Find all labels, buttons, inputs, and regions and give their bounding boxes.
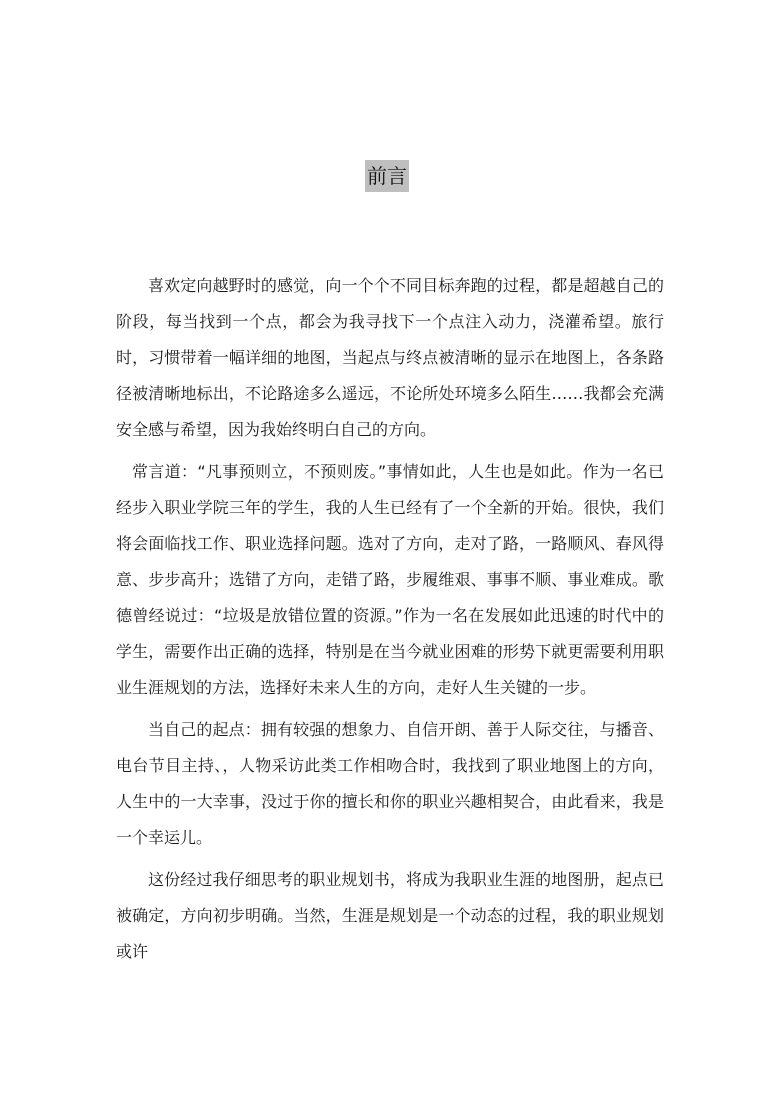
paragraph: 喜欢定向越野时的感觉，向一个个不同目标奔跑的过程，都是超越自己的阶段，每当找到一个点，都会为我寻找下一个点注入动力，浇灌希望。旅行时，习惯带着一幅详细的地图，当起点与终点被清晰的显示在地图上，各条路径被清晰地标出，不论路途多么遥远，不论所处环境多么陌生……我都会充满安全感与希望，因为我始终明白自己的方向。 bbox=[116, 276, 664, 439]
page-title: 前言 bbox=[365, 160, 409, 192]
paragraph: 这份经过我仔细思考的职业规划书，将成为我职业生涯的地图册，起点已被确定，方向初步明确。当然，生涯是规划是一个动态的过程，我的职业规划或许 bbox=[116, 870, 664, 961]
paragraph: 常言道：“凡事预则立，不预则废。”事情如此，人生也是如此。作为一名已经步入职业学院三年的学生，我的人生已经有了一个全新的开始。很快，我们将会面临找工作、职业选择问题。选对了方向，走对了路，一路顺风、春风得意、步步高升；选错了方向，走错了路，步履维艰、事事不顺、事业难成。歌德曾经说过：“垃圾是放错位置的资源。”作为一名在发展如此迅速的时代中的学生，需要作出正确的选择，特别是在当今就业困难的形势下就更需要利用职业生涯规划的方法，选择好未来人生的方向，走好人生关键的一步。 bbox=[116, 462, 664, 697]
title-container bbox=[0, 160, 774, 192]
body-text bbox=[116, 268, 664, 970]
paragraph: 当自己的起点：拥有较强的想象力、自信开朗、善于人际交往，与播音、电台节目主持、，人物采访此类工作相吻合时，我找到了职业地图上的方向，人生中的一大幸事，没过于你的擅长和你的职业兴趣相契合，由此看来，我是一个幸运儿。 bbox=[116, 720, 664, 847]
